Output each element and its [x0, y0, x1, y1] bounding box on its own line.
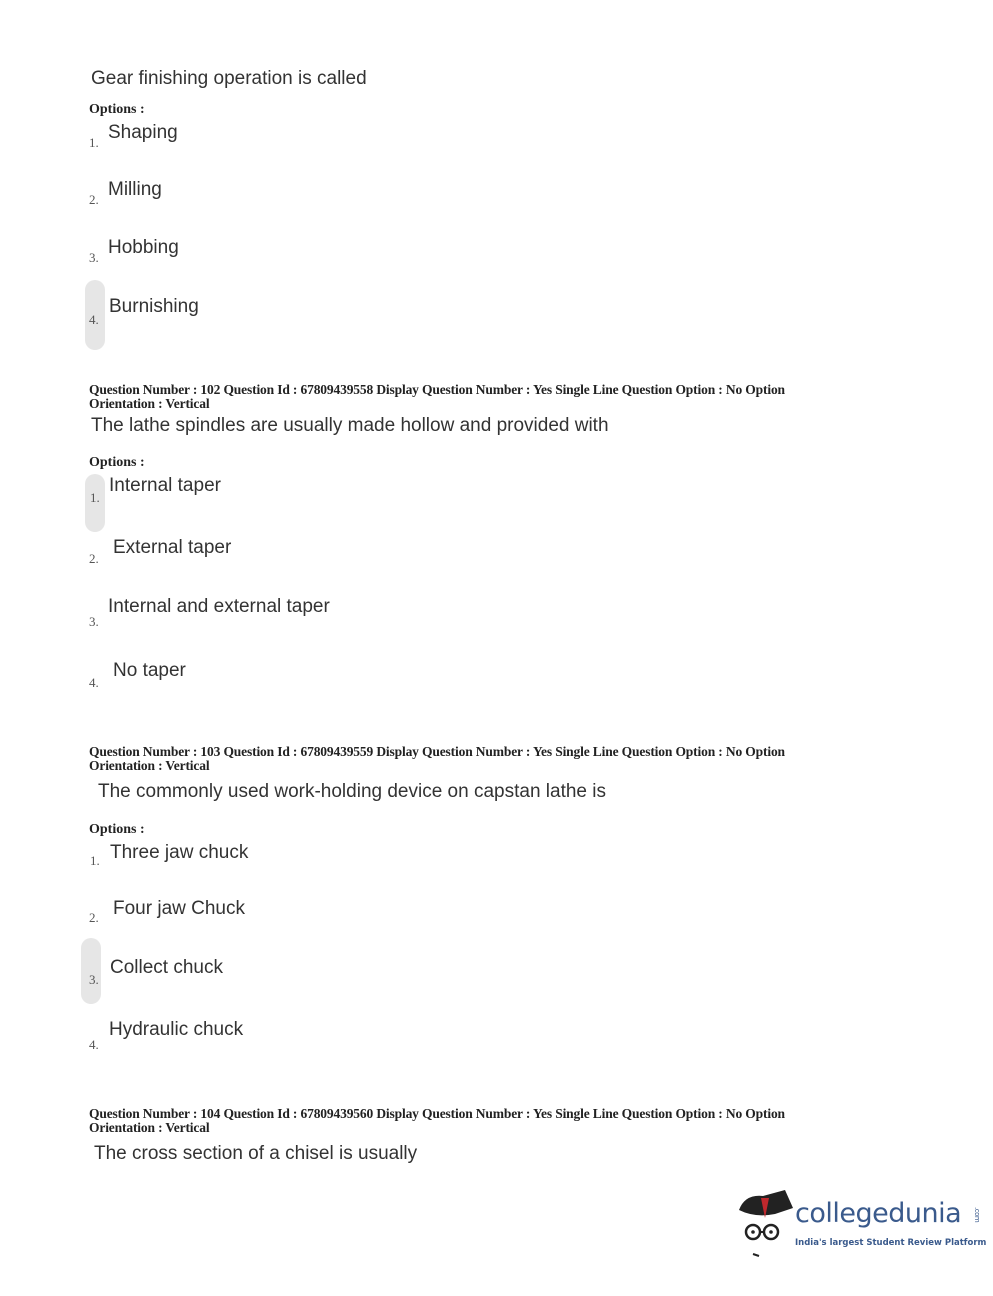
- question-text: The lathe spindles are usually made hollow and provided with: [91, 415, 609, 436]
- correct-option-highlight: [81, 938, 101, 1004]
- header-line: Question Number : 103 Question Id : 67809439559 Display Question Number : Yes Single Line Question Option : No Option: [89, 744, 785, 759]
- option-text: Four jaw Chuck: [113, 898, 245, 919]
- option-text: Three jaw chuck: [110, 842, 249, 863]
- question-text: The commonly used work-holding device on capstan lathe is: [98, 781, 606, 802]
- option-number: 1.: [90, 490, 100, 505]
- header-line: Orientation : Vertical: [89, 396, 210, 411]
- option-text: Hobbing: [108, 237, 179, 258]
- mascot-icon: [735, 1188, 797, 1260]
- option-number: 2.: [89, 551, 99, 566]
- question-text: Gear finishing operation is called: [91, 68, 367, 89]
- option-text: Milling: [108, 179, 162, 200]
- option-number: 4.: [89, 312, 99, 327]
- option-text: Hydraulic chuck: [109, 1019, 244, 1040]
- logo-tagline: India's largest Student Review Platform: [795, 1238, 987, 1248]
- option-number: 4.: [89, 1037, 99, 1052]
- option-text: Internal taper: [109, 475, 221, 496]
- option-text: No taper: [113, 660, 186, 681]
- option-text: Shaping: [108, 122, 178, 143]
- logo-suffix: .com: [973, 1206, 982, 1222]
- option-text: Internal and external taper: [108, 596, 330, 617]
- option-number: 3.: [89, 614, 99, 629]
- option-number: 2.: [89, 910, 99, 925]
- header-line: Question Number : 102 Question Id : 67809439558 Display Question Number : Yes Single Line Question Option : No Option: [89, 382, 785, 397]
- header-line: Orientation : Vertical: [89, 1120, 210, 1135]
- options-label: Options :: [89, 822, 145, 837]
- option-number: 2.: [89, 192, 99, 207]
- option-text: Burnishing: [109, 296, 199, 317]
- option-text: External taper: [113, 537, 232, 558]
- header-line: Orientation : Vertical: [89, 758, 210, 773]
- header-line: Question Number : 104 Question Id : 67809439560 Display Question Number : Yes Single Line Question Option : No Option: [89, 1106, 785, 1121]
- option-number: 3.: [89, 250, 99, 265]
- option-text: Collect chuck: [110, 957, 223, 978]
- question-header: [89, 1107, 785, 1135]
- question-header: [89, 383, 785, 411]
- question-header: [89, 745, 785, 773]
- logo-wordmark: [795, 1198, 993, 1230]
- option-number: 4.: [89, 675, 99, 690]
- option-number: 3.: [89, 972, 99, 987]
- collegedunia-logo: [735, 1188, 987, 1260]
- logo-name: collegedunia: [795, 1198, 962, 1229]
- option-number: 1.: [89, 135, 99, 150]
- question-text: The cross section of a chisel is usually: [94, 1143, 418, 1164]
- option-number: 1.: [90, 853, 100, 868]
- options-label: Options :: [89, 455, 145, 470]
- options-label: Options :: [89, 102, 145, 117]
